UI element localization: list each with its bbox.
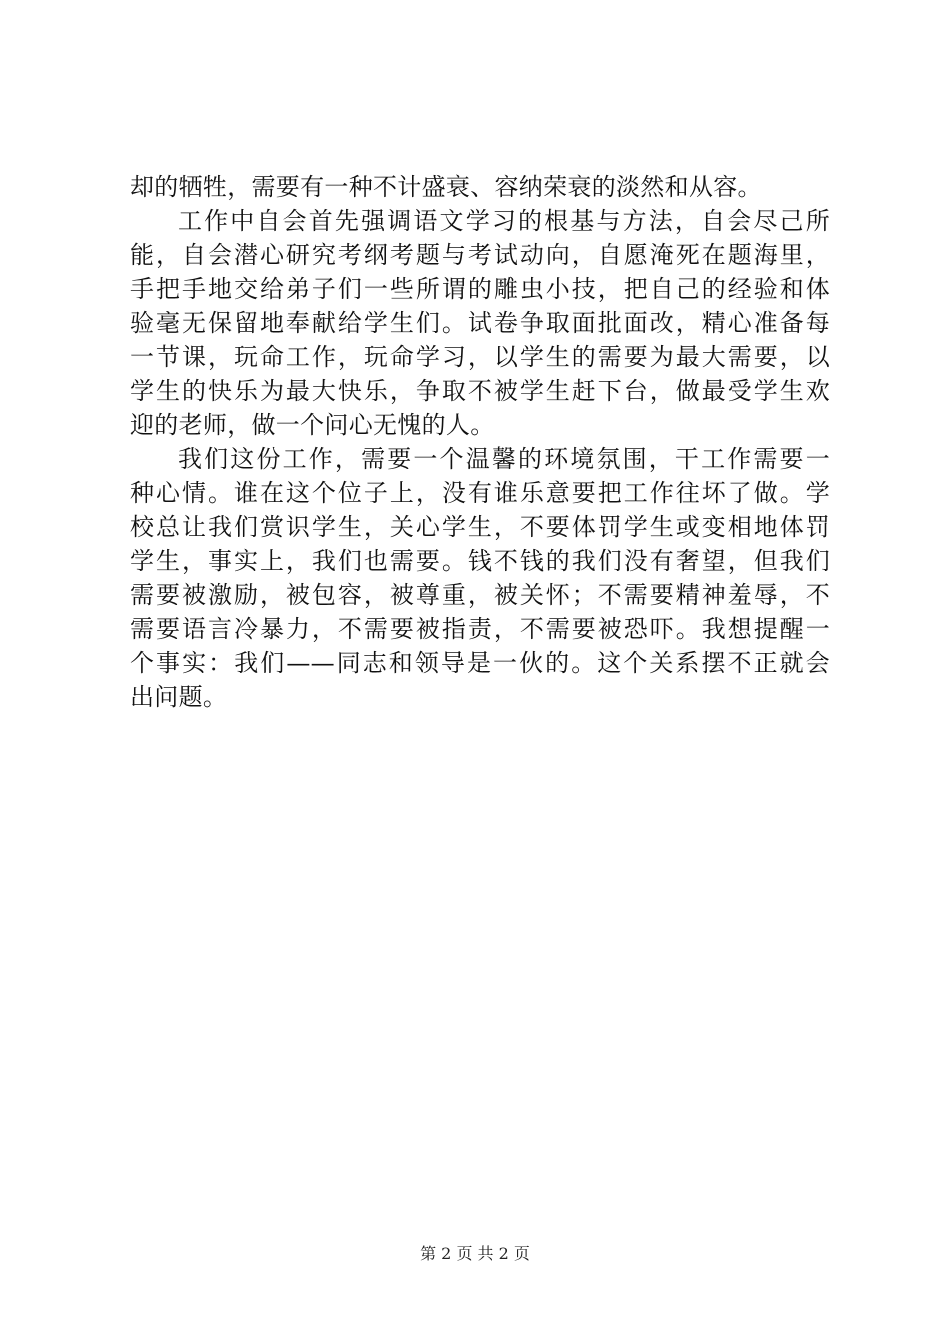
page-number-label: 第 2 页 共 2 页 bbox=[420, 1244, 530, 1263]
line-text: 学生的快乐为最大快乐，争取不被学生赶下台，做最受学生欢 bbox=[130, 377, 830, 405]
line-text: 一节课，玩命工作，玩命学习，以学生的需要为最大需要，以 bbox=[130, 343, 830, 371]
text-line bbox=[130, 238, 830, 272]
line-text: 需要被激励，被包容，被尊重，被关怀；不需要精神羞辱，不 bbox=[130, 581, 830, 609]
text-line bbox=[130, 204, 830, 238]
line-text: 却的牺牲，需要有一种不计盛衰、容纳荣衰的淡然和从容。 bbox=[130, 173, 762, 201]
line-text: 迎的老师，做一个问心无愧的人。 bbox=[130, 411, 495, 439]
line-text: 校总让我们赏识学生，关心学生，不要体罚学生或变相地体罚 bbox=[130, 513, 830, 541]
line-text: 需要语言冷暴力，不需要被指责，不需要被恐吓。我想提醒一 bbox=[130, 615, 830, 643]
line-text: 种心情。谁在这个位子上，没有谁乐意要把工作往坏了做。学 bbox=[130, 479, 830, 507]
line-text: 个事实：我们——同志和领导是一伙的。这个关系摆不正就会 bbox=[130, 649, 830, 677]
text-line bbox=[130, 408, 830, 442]
text-line bbox=[130, 476, 830, 510]
line-text: 出问题。 bbox=[130, 683, 228, 711]
text-line bbox=[130, 680, 830, 714]
text-line bbox=[130, 340, 830, 374]
text-line bbox=[130, 544, 830, 578]
text-line bbox=[130, 578, 830, 612]
text-line bbox=[130, 272, 830, 306]
text-line bbox=[130, 306, 830, 340]
line-text: 手把手地交给弟子们一些所谓的雕虫小技，把自己的经验和体 bbox=[130, 275, 830, 303]
line-text: 我们这份工作，需要一个温馨的环境氛围，干工作需要一 bbox=[178, 445, 830, 473]
body-text bbox=[130, 170, 830, 714]
line-text: 能，自会潜心研究考纲考题与考试动向，自愿淹死在题海里， bbox=[130, 241, 830, 269]
line-text: 工作中自会首先强调语文学习的根基与方法，自会尽己所 bbox=[178, 207, 830, 235]
text-line bbox=[130, 170, 830, 204]
page-footer bbox=[0, 1244, 950, 1264]
text-line bbox=[130, 374, 830, 408]
text-line bbox=[130, 612, 830, 646]
text-line bbox=[130, 510, 830, 544]
line-text: 学生，事实上，我们也需要。钱不钱的我们没有奢望，但我们 bbox=[130, 547, 830, 575]
line-text: 验毫无保留地奉献给学生们。试卷争取面批面改，精心准备每 bbox=[130, 309, 830, 337]
text-line bbox=[130, 442, 830, 476]
text-line bbox=[130, 646, 830, 680]
